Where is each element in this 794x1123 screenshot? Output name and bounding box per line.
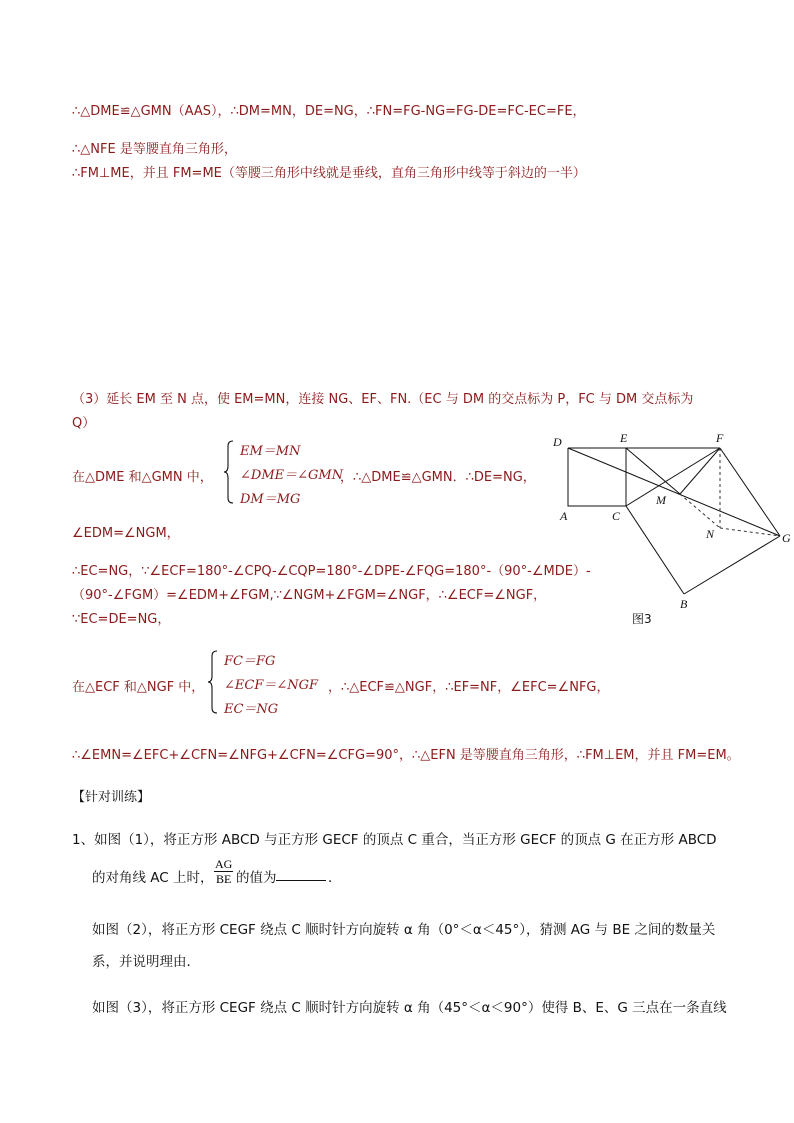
dashed-mn	[680, 494, 720, 528]
label-e: E	[620, 431, 628, 445]
question1-line1: 1、如图（1），将正方形 ABCD 与正方形 GECF 的顶点 C 重合，当正方形 GECF 的顶点 G 在正方形 ABCD	[72, 832, 717, 848]
system1-row-1: EM＝MN	[240, 444, 301, 459]
label-n: N	[706, 527, 715, 541]
segment-cb	[626, 506, 684, 594]
answer-blank[interactable]	[276, 866, 326, 881]
segment-bg	[684, 536, 780, 594]
segment-em	[626, 448, 680, 494]
label-g: G	[782, 531, 791, 545]
training-header: 【针对训练】	[72, 790, 151, 805]
proof-line-congruence: ∴△DME≌△GMN（AAS），∴DM=MN，DE=NG，∴FN=FG-NG=FG-DE=FC-EC=FE，	[72, 104, 586, 119]
label-c: C	[612, 509, 621, 523]
ec-proof-line2: （90°-∠FGM）=∠EDM+∠FGM,∵∠NGM+∠FGM=∠NGF，∴∠ECF=∠NGF，	[72, 588, 547, 603]
left-brace-icon	[208, 650, 218, 714]
system2-equations	[208, 650, 338, 718]
system1-row-3: DM＝MG	[240, 492, 301, 507]
system2-prefix: 在△ECF 和△NGF 中，	[72, 680, 205, 695]
proof-line-perpendicular: ∴FM⊥ME，并且 FM=ME（等腰三角形中线就是垂线，直角三角形中线等于斜边的一半）	[72, 166, 586, 181]
system1-equations	[224, 440, 344, 508]
left-brace-icon	[224, 440, 234, 504]
label-a: A	[560, 509, 568, 523]
segment-dg	[568, 448, 780, 536]
proof-line-isosceles: ∴△NFE 是等腰直角三角形，	[72, 142, 237, 157]
question1-part3-line1: 如图（3），将正方形 CEGF 绕点 C 顺时针方向旋转 α 角（45°＜α＜90°）使得 B、E、G 三点在一条直线	[92, 1000, 727, 1016]
system2-suffix: ，∴△ECF≌△NGF，∴EF=NF，∠EFC=∠NFG，	[328, 680, 610, 695]
system2-row-3: EC＝NG	[224, 702, 279, 717]
label-b: B	[680, 597, 688, 611]
system2-row-1: FC＝FG	[224, 654, 276, 669]
fraction-numerator: AG	[215, 857, 233, 871]
question1-line2-pre: 的对角线 AC 上时，	[92, 870, 214, 886]
system2-row-2: ∠ECF＝∠NGF	[224, 678, 319, 693]
system1-row-2: ∠DME＝∠GMN	[240, 468, 344, 483]
question1-line2-end: ．	[328, 870, 342, 886]
system1-suffix: ，∴△DME≌△GMN．∴DE=NG，	[340, 470, 536, 485]
segment-cf	[626, 448, 720, 506]
fraction-denominator: BE	[216, 872, 232, 886]
conclusion-line: ∴∠EMN=∠EFC+∠CFN=∠NFG+∠CFN=∠CFG=90°，∴△EFN 是等腰直角三角形，∴FM⊥EM，并且 FM=EM。	[72, 748, 740, 763]
angle-equality-line: ∠EDM=∠NGM，	[72, 526, 180, 541]
square-adec	[568, 448, 626, 506]
part3-intro-line1: （3）延长 EM 至 N 点，使 EM=MN，连接 NG、EF、FN.（EC 与 DM 的交点标为 P，FC 与 DM 交点标为	[72, 392, 694, 407]
part3-intro-line2: Q）	[72, 416, 96, 431]
segment-fm	[680, 448, 720, 494]
ec-proof-line1: ∴EC=NG，∵∠ECF=180°-∠CPQ-∠CQP=180°-∠DPE-∠FQG=180°-（90°-∠MDE）-	[72, 564, 591, 579]
label-f: F	[716, 431, 724, 445]
figure-caption: 图3	[632, 612, 652, 626]
question1-line2-post: 的值为	[236, 870, 277, 886]
segment-fg	[720, 448, 780, 536]
question1-part2-line2: 系，并说明理由．	[92, 954, 200, 970]
fraction-ag-over-be	[214, 857, 233, 886]
system1-prefix: 在△DME 和△GMN 中，	[72, 470, 213, 485]
question1-part2-line1: 如图（2），将正方形 CEGF 绕点 C 顺时针方向旋转 α 角（0°＜α＜45°），猜测 AG 与 BE 之间的数量关	[92, 922, 716, 938]
label-d: D	[553, 435, 562, 449]
label-m: M	[656, 493, 666, 507]
ec-proof-line3: ∵EC=DE=NG，	[72, 612, 171, 627]
geometry-figure-3	[548, 428, 794, 628]
